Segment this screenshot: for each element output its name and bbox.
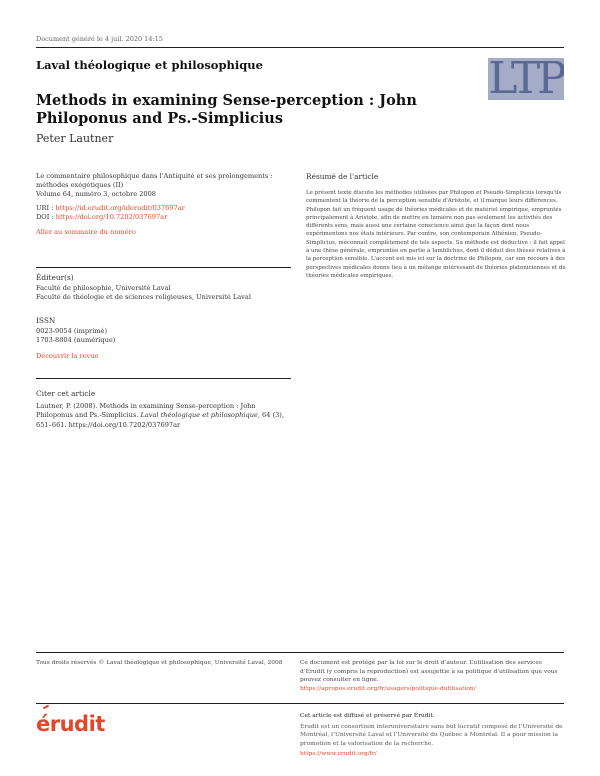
erudit-link[interactable]: https://www.erudit.org/fr/ — [300, 751, 377, 758]
publisher-section — [36, 273, 291, 303]
abstract-heading: Résumé de l'article — [306, 172, 379, 181]
logo-text: LTP — [488, 58, 564, 100]
publisher-heading: Éditeur(s) — [36, 273, 74, 282]
issn-section — [36, 316, 291, 361]
erudit-info — [300, 712, 564, 759]
top-rule — [36, 47, 564, 48]
article-title: Methods in examining Sense-perception : John Philoponus and Ps.-Simplicius — [36, 92, 417, 127]
generated-date: Document généré le 4 juil. 2020 14:15 — [36, 35, 163, 43]
publisher-line: Faculté de philosophie, Université Laval — [36, 284, 171, 293]
issue-theme: Le commentaire philosophique dans l’Antiquité et ses prolongements : méthodes exégétiques (II) — [36, 172, 273, 190]
citation-section — [36, 389, 291, 430]
accent-mark — [43, 705, 49, 710]
doi-link[interactable]: https://doi.org/10.7202/037697ar — [55, 212, 168, 221]
copyright-notice: Tous droits réservés © Laval théologique et philosophique, Université Laval, 2008 — [36, 660, 283, 666]
uri-line: URI : https://id.erudit.org/iderudit/037697ar — [36, 203, 185, 212]
citation-heading: Citer cet article — [36, 389, 96, 398]
issn-heading: ISSN — [36, 316, 56, 325]
doi-line: DOI : https://doi.org/10.7202/037697ar — [36, 212, 168, 221]
legal-text: Ce document est protégé par la loi sur le droit d’auteur. L’utilisation des services d’Érudit (y compris la reproduction) est assujettie à sa politique d’utilisation que vous pouvez consulter en ligne. — [300, 660, 558, 684]
footer-rule — [36, 703, 564, 704]
legal-notice — [300, 659, 564, 693]
footer-rule — [36, 652, 564, 653]
divider — [36, 378, 291, 379]
diffused-text: Cet article est diffusé et préservé par Érudit. — [300, 713, 435, 719]
divider — [36, 267, 291, 268]
policy-link[interactable]: https://apropos.erudit.org/fr/usagers/politique-dutilisation/ — [300, 685, 476, 692]
journal-name: Laval théologique et philosophique — [36, 58, 263, 72]
author-name: Peter Lautner — [36, 132, 114, 145]
publisher-line: Faculté de théologie et de sciences religieuses, Université Laval — [36, 293, 251, 302]
issue-info — [36, 172, 291, 237]
issn-print: 0023-9054 (imprimé) — [36, 327, 108, 336]
abstract-text: Le présent texte discute les méthodes utilisées par Philopon et Pseudo-Simplicius lorsqu'ils commentent la théorie de la perception sensible d'Aristote, et il marque leurs différences. Philopon fait un fréquent usage de théories médicales et de matériel empirique, empruntés principalement à Aristote, afin de mettre en lumière non pas seulement les activités des différents sens, mais aussi une certaine conscience ainsi que la façon dont nous expérimentons nos états intérieurs. Par contre, son contemporain Athénien, Pseudo-Simplicius, méconnaît complètement de tels aspects. Sa méthode est déductive : il fait appel à une thèse générale, empruntée en partie à Iamblichus, dont il déduit des thèses relatives à la perception sensible. L'accent est mis ici sur la doctrine de Philopon, car son recours à des perspectives médicales donne lieu à un mélange intéressant de théories platoniciennes et de théories médicales empiriques. — [306, 190, 566, 279]
issue-volume: Volume 64, numéro 3, octobre 2008 — [36, 190, 157, 199]
erudit-logo: érudit — [36, 712, 105, 736]
issn-digital: 1703-8804 (numérique) — [36, 336, 116, 345]
consortium-text: Érudit est un consortium interuniversitaire sans but lucratif composé de l’Université de Montréal, l’Université Laval et l’Université du Québec à Montréal. Il a pour mission la promotion et la valorisation de la recherche. — [300, 723, 563, 747]
toc-link[interactable]: Aller au sommaire du numéro — [36, 228, 136, 237]
citation-text: Lautner, P. (2008). Methods in examining Sense-perception : John Philoponus and Ps.-Simplicius. Laval théologique et philosophique, 64 (3), 651–661. https://doi.org/10.7202/037697ar — [36, 402, 284, 429]
journal-logo — [488, 58, 564, 100]
discover-link[interactable]: Découvrir la revue — [36, 351, 99, 360]
uri-link[interactable]: https://id.erudit.org/iderudit/037697ar — [55, 203, 185, 212]
